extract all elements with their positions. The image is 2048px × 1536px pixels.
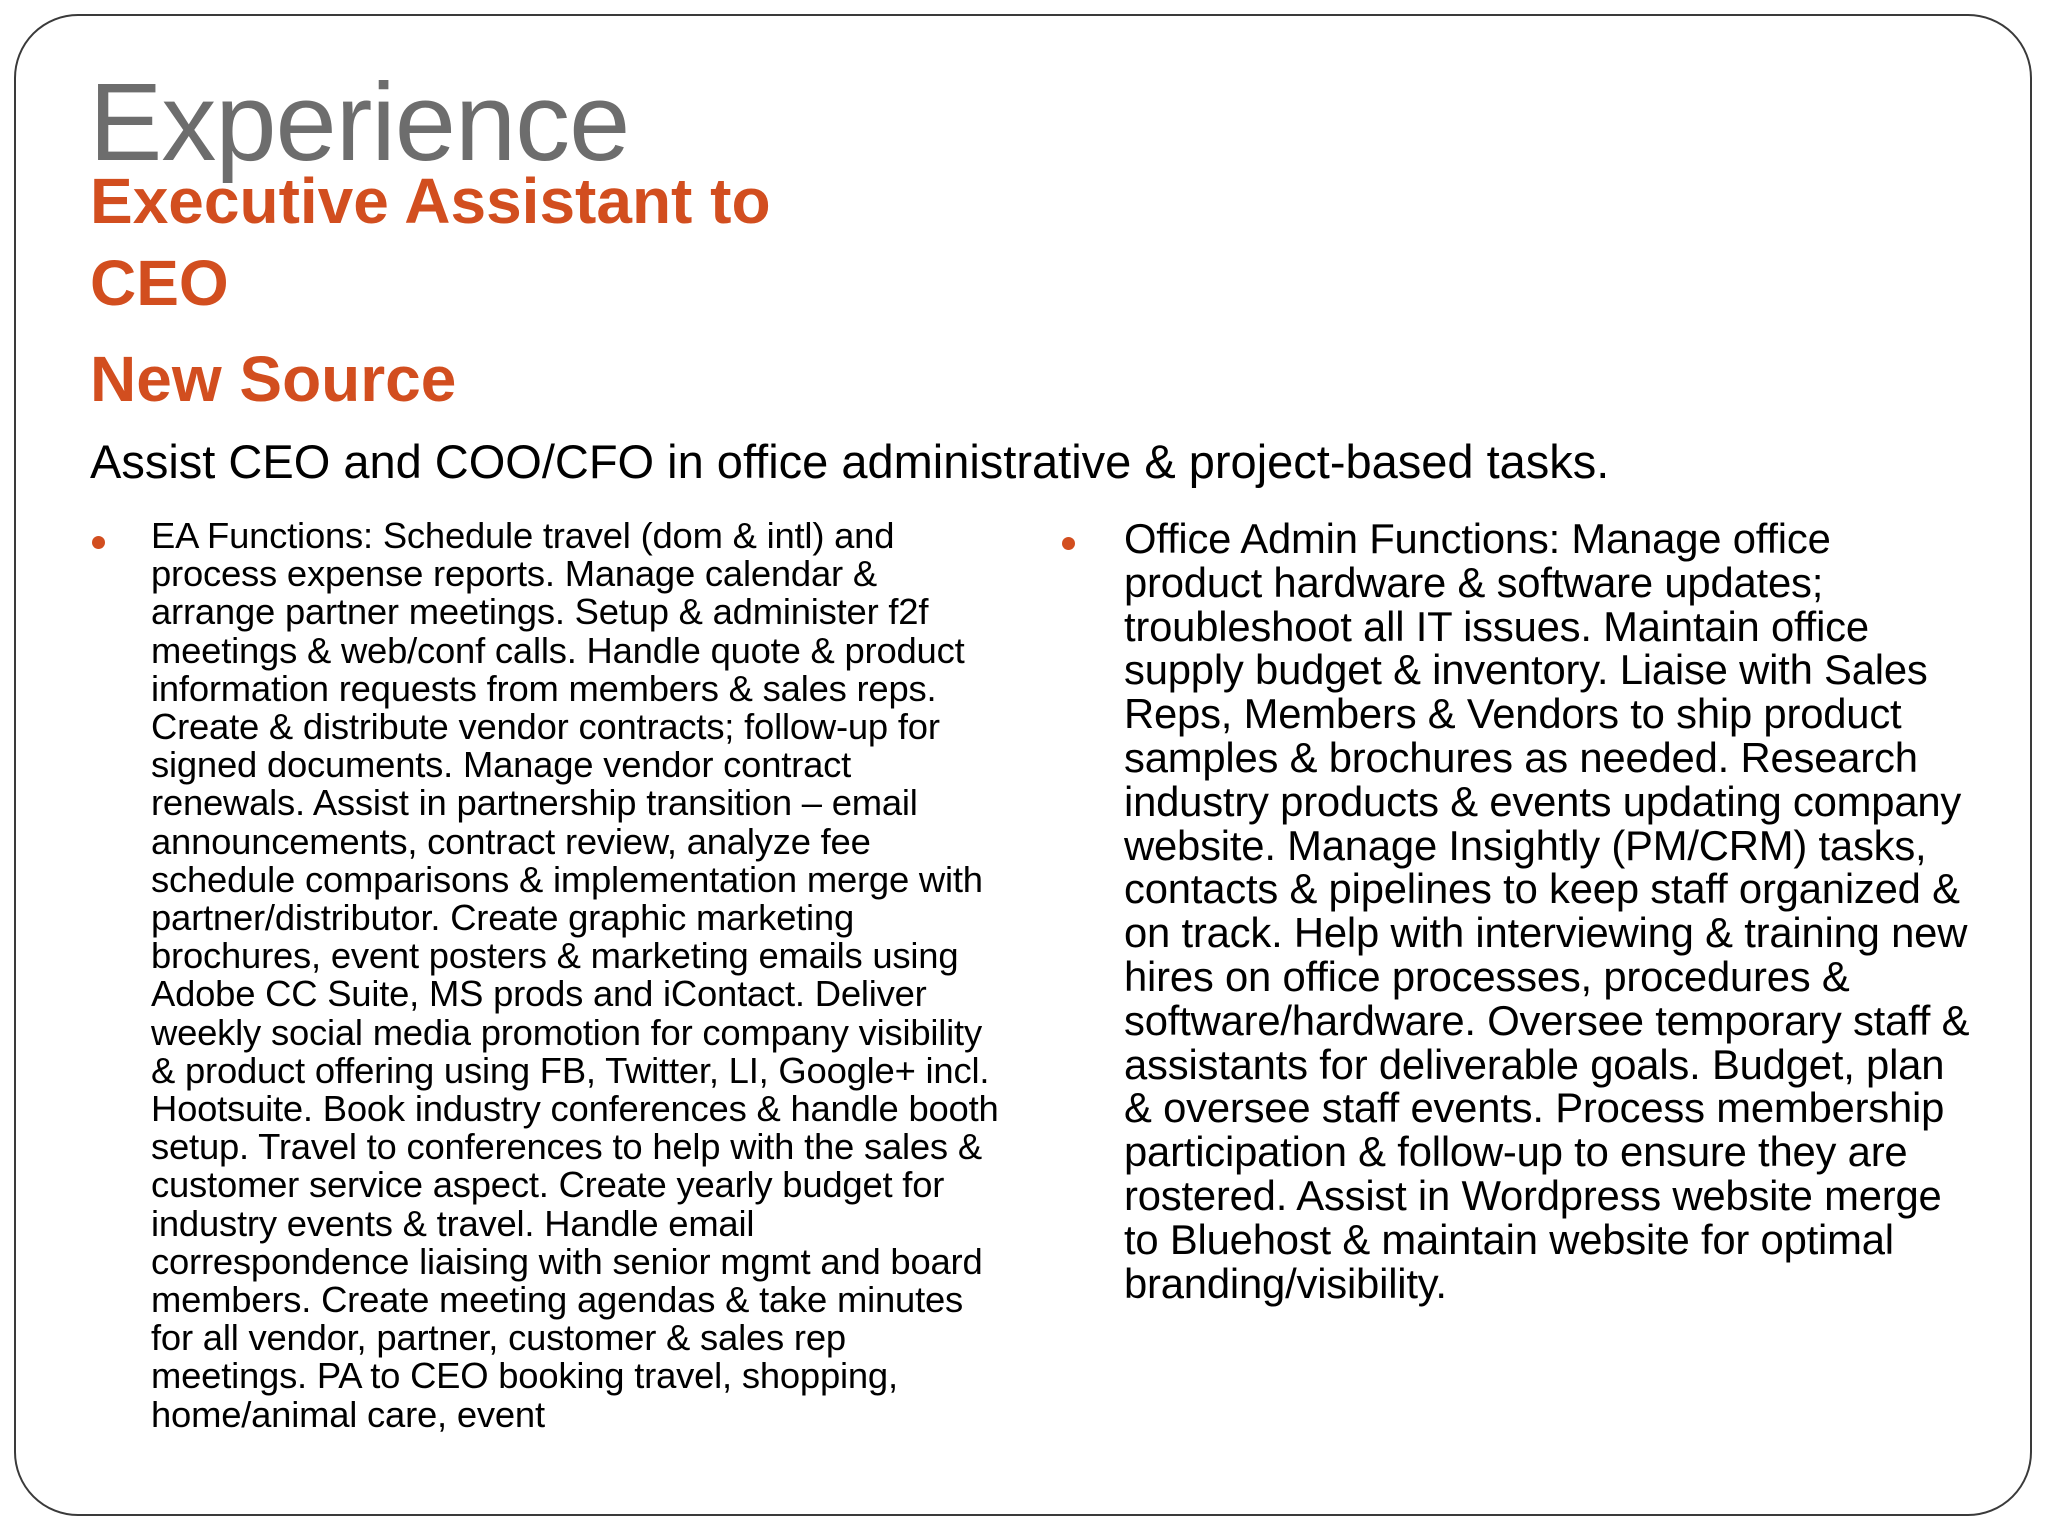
bullet-list-right: [1060, 515, 1970, 1307]
bullet-list-left: [90, 515, 999, 1435]
bullet-dot-icon: [1062, 537, 1075, 550]
ea-functions-text: EA Functions: Schedule travel (dom & intl) and process expense reports. Manage calendar & arrange partner meetings. Setup & administer f2f meetings & web/conf calls. Handle quote & product information requests from members & sales reps. Create & distribute vendor contracts; follow-up for signed documents. Manage vendor contract renewals. Assist in partnership transition – email announcements, contract review, analyze fee schedule comparisons & implementation merge with partner/distributor. Create graphic marketing brochures, event posters & marketing emails using Adobe CC Suite, MS prods and iContact. Deliver weekly social media promotion for company visibility & product offering using FB, Twitter, LI, Google+ incl. Hootsuite. Book industry conferences & handle booth setup. Travel to conferences to help with the sales & customer service aspect. Create yearly budget for industry events & travel. Handle email correspondence liaising with senior mgmt and board members. Create meeting agendas & take minutes for all vendor, partner, customer & sales rep meetings. PA to CEO booking travel, shopping, home/animal care, event: [151, 515, 999, 1435]
bullet-dot-icon: [92, 536, 105, 549]
list-item: [1060, 515, 1970, 1307]
company-name: New Source: [90, 343, 457, 415]
section-title: Experience: [89, 61, 630, 184]
office-admin-functions-text: Office Admin Functions: Manage office product hardware & software updates; troubleshoot all IT issues. Maintain office supply budget & inventory. Liaise with Sales Reps, Members & Vendors to ship product samples & brochures as needed. Research industry products & events updating company website. Manage Insightly (PM/CRM) tasks, contacts & pipelines to keep staff organized & on track. Help with interviewing & training new hires on office processes, procedures & software/hardware. Oversee temporary staff & assistants for deliverable goals. Budget, plan & oversee staff events. Process membership participation & follow-up to ensure they are rostered. Assist in Wordpress website merge to Bluehost & maintain website for optimal branding/visibility.: [1124, 515, 1970, 1307]
job-title: Executive Assistant to CEO: [90, 165, 771, 319]
list-item: [90, 515, 999, 1435]
role-summary: Assist CEO and COO/CFO in office administrative & project-based tasks.: [90, 435, 1610, 488]
